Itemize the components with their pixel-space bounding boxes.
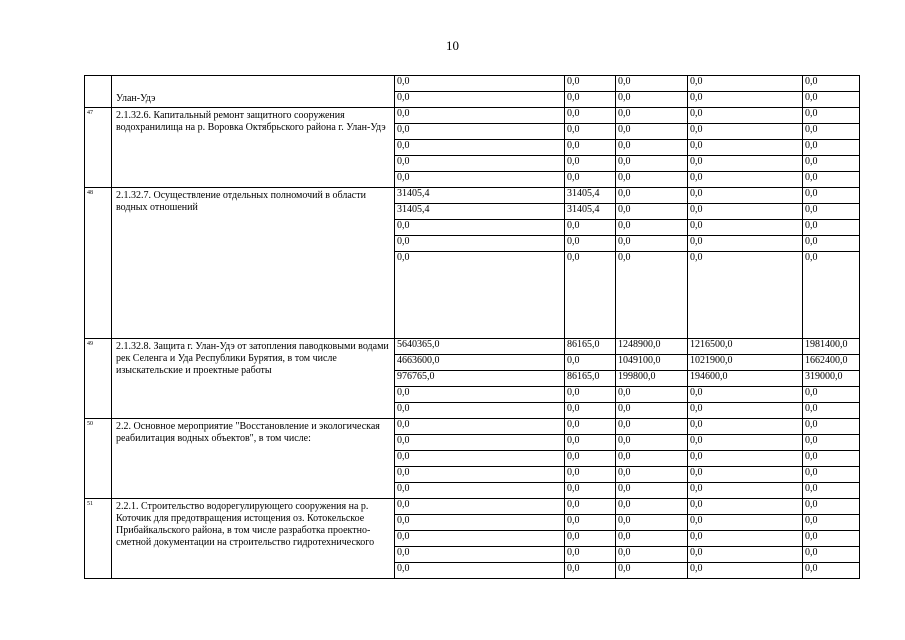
value-cell: 0,0 bbox=[565, 547, 616, 563]
value-cell: 0,0 bbox=[565, 76, 616, 92]
value-cell: 0,0 bbox=[395, 483, 565, 499]
value-cell: 0,0 bbox=[688, 140, 803, 156]
value-cell: 0,0 bbox=[616, 451, 688, 467]
value-cell: 0,0 bbox=[616, 220, 688, 236]
value-cell: 0,0 bbox=[803, 499, 860, 515]
value-cell: 1981400,0 bbox=[803, 339, 860, 355]
value-cell: 0,0 bbox=[616, 483, 688, 499]
value-cell: 0,0 bbox=[803, 172, 860, 188]
budget-table bbox=[84, 75, 860, 579]
value-cell: 0,0 bbox=[803, 563, 860, 579]
value-cell: 0,0 bbox=[616, 515, 688, 531]
value-cell: 1248900,0 bbox=[616, 339, 688, 355]
value-cell: 0,0 bbox=[803, 92, 860, 108]
value-cell: 0,0 bbox=[565, 467, 616, 483]
value-cell: 0,0 bbox=[803, 204, 860, 220]
value-cell: 0,0 bbox=[688, 515, 803, 531]
value-cell: 0,0 bbox=[688, 236, 803, 252]
value-cell: 0,0 bbox=[688, 435, 803, 451]
value-cell: 0,0 bbox=[616, 140, 688, 156]
value-cell: 0,0 bbox=[688, 172, 803, 188]
value-cell: 31405,4 bbox=[395, 188, 565, 204]
row-number-cell: 49 bbox=[85, 339, 112, 419]
value-cell: 0,0 bbox=[565, 531, 616, 547]
value-cell: 0,0 bbox=[803, 188, 860, 204]
value-cell: 0,0 bbox=[688, 467, 803, 483]
table-row bbox=[85, 499, 860, 515]
activity-name-cell: 2.1.32.8. Защита г. Улан-Удэ от затопления паводковыми водами рек Селенга и Уда Республики Бурятия, в том числе изыскательские и проектные работы bbox=[112, 339, 395, 419]
value-cell: 0,0 bbox=[395, 236, 565, 252]
table-row bbox=[85, 76, 860, 92]
value-cell: 0,0 bbox=[565, 419, 616, 435]
table-row bbox=[85, 339, 860, 355]
row-number-cell bbox=[85, 76, 112, 108]
value-cell: 0,0 bbox=[616, 252, 688, 339]
row-number-cell: 47 bbox=[85, 108, 112, 188]
value-cell: 0,0 bbox=[395, 515, 565, 531]
value-cell: 0,0 bbox=[803, 435, 860, 451]
value-cell: 0,0 bbox=[616, 92, 688, 108]
value-cell: 0,0 bbox=[565, 108, 616, 124]
value-cell: 0,0 bbox=[803, 419, 860, 435]
value-cell: 0,0 bbox=[616, 403, 688, 419]
value-cell: 0,0 bbox=[565, 563, 616, 579]
value-cell: 0,0 bbox=[688, 204, 803, 220]
value-cell: 0,0 bbox=[616, 236, 688, 252]
value-cell: 0,0 bbox=[616, 172, 688, 188]
value-cell: 0,0 bbox=[688, 108, 803, 124]
value-cell: 0,0 bbox=[803, 236, 860, 252]
value-cell: 0,0 bbox=[565, 92, 616, 108]
value-cell: 0,0 bbox=[565, 220, 616, 236]
value-cell: 0,0 bbox=[395, 220, 565, 236]
value-cell: 0,0 bbox=[395, 172, 565, 188]
value-cell: 0,0 bbox=[395, 419, 565, 435]
value-cell: 0,0 bbox=[616, 204, 688, 220]
value-cell: 0,0 bbox=[688, 156, 803, 172]
value-cell: 0,0 bbox=[616, 435, 688, 451]
activity-name-cell: Улан-Удэ bbox=[112, 76, 395, 108]
activity-name-cell: 2.2.1. Строительство водорегулирующего сооружения на р. Коточик для предотвращения истощения оз. Котокельское Прибайкальского района, в том числе разработка проектно-сметной документации на строительство гидротехнического bbox=[112, 499, 395, 579]
value-cell: 0,0 bbox=[803, 124, 860, 140]
value-cell: 0,0 bbox=[565, 355, 616, 371]
value-cell: 0,0 bbox=[688, 531, 803, 547]
value-cell: 0,0 bbox=[616, 124, 688, 140]
value-cell: 0,0 bbox=[688, 547, 803, 563]
value-cell: 0,0 bbox=[688, 499, 803, 515]
value-cell: 0,0 bbox=[803, 252, 860, 339]
value-cell: 0,0 bbox=[616, 188, 688, 204]
value-cell: 0,0 bbox=[803, 531, 860, 547]
value-cell: 0,0 bbox=[803, 483, 860, 499]
value-cell: 0,0 bbox=[688, 387, 803, 403]
value-cell: 4663600,0 bbox=[395, 355, 565, 371]
value-cell: 1049100,0 bbox=[616, 355, 688, 371]
value-cell: 0,0 bbox=[565, 499, 616, 515]
value-cell: 0,0 bbox=[395, 499, 565, 515]
value-cell: 0,0 bbox=[616, 108, 688, 124]
value-cell: 0,0 bbox=[565, 236, 616, 252]
value-cell: 0,0 bbox=[616, 156, 688, 172]
value-cell: 199800,0 bbox=[616, 371, 688, 387]
value-cell: 0,0 bbox=[616, 76, 688, 92]
value-cell: 0,0 bbox=[688, 76, 803, 92]
value-cell: 0,0 bbox=[616, 531, 688, 547]
value-cell: 0,0 bbox=[565, 172, 616, 188]
value-cell: 0,0 bbox=[688, 483, 803, 499]
value-cell: 0,0 bbox=[395, 140, 565, 156]
value-cell: 0,0 bbox=[803, 76, 860, 92]
value-cell: 0,0 bbox=[616, 419, 688, 435]
table-row bbox=[85, 108, 860, 124]
value-cell: 0,0 bbox=[688, 403, 803, 419]
value-cell: 0,0 bbox=[565, 124, 616, 140]
value-cell: 0,0 bbox=[616, 467, 688, 483]
row-number-cell: 51 bbox=[85, 499, 112, 579]
value-cell: 0,0 bbox=[395, 467, 565, 483]
value-cell: 0,0 bbox=[688, 451, 803, 467]
value-cell: 319000,0 bbox=[803, 371, 860, 387]
row-number-cell: 48 bbox=[85, 188, 112, 339]
value-cell: 194600,0 bbox=[688, 371, 803, 387]
value-cell: 31405,4 bbox=[565, 204, 616, 220]
value-cell: 0,0 bbox=[688, 563, 803, 579]
value-cell: 976765,0 bbox=[395, 371, 565, 387]
value-cell: 0,0 bbox=[395, 92, 565, 108]
value-cell: 31405,4 bbox=[565, 188, 616, 204]
value-cell: 0,0 bbox=[688, 188, 803, 204]
value-cell: 0,0 bbox=[803, 108, 860, 124]
value-cell: 1021900,0 bbox=[688, 355, 803, 371]
value-cell: 0,0 bbox=[565, 515, 616, 531]
value-cell: 0,0 bbox=[395, 108, 565, 124]
value-cell: 0,0 bbox=[395, 252, 565, 339]
value-cell: 0,0 bbox=[803, 403, 860, 419]
table-row bbox=[85, 419, 860, 435]
value-cell: 86165,0 bbox=[565, 371, 616, 387]
value-cell: 0,0 bbox=[395, 547, 565, 563]
value-cell: 0,0 bbox=[616, 387, 688, 403]
value-cell: 0,0 bbox=[803, 547, 860, 563]
value-cell: 86165,0 bbox=[565, 339, 616, 355]
value-cell: 0,0 bbox=[565, 156, 616, 172]
activity-name-cell: 2.2. Основное мероприятие "Восстановление и экологическая реабилитация водных объектов", в том числе: bbox=[112, 419, 395, 499]
activity-name-cell: 2.1.32.6. Капитальный ремонт защитного сооружения водохранилища на р. Воровка Октябрьского района г. Улан-Удэ bbox=[112, 108, 395, 188]
value-cell: 0,0 bbox=[803, 451, 860, 467]
value-cell: 0,0 bbox=[395, 531, 565, 547]
value-cell: 0,0 bbox=[803, 515, 860, 531]
value-cell: 0,0 bbox=[395, 387, 565, 403]
value-cell: 0,0 bbox=[688, 92, 803, 108]
value-cell: 0,0 bbox=[395, 403, 565, 419]
value-cell: 0,0 bbox=[565, 451, 616, 467]
value-cell: 5640365,0 bbox=[395, 339, 565, 355]
value-cell: 0,0 bbox=[565, 387, 616, 403]
value-cell: 0,0 bbox=[616, 547, 688, 563]
value-cell: 0,0 bbox=[395, 435, 565, 451]
value-cell: 0,0 bbox=[803, 467, 860, 483]
value-cell: 0,0 bbox=[803, 387, 860, 403]
value-cell: 0,0 bbox=[395, 76, 565, 92]
value-cell: 0,0 bbox=[688, 220, 803, 236]
value-cell: 0,0 bbox=[688, 252, 803, 339]
value-cell: 0,0 bbox=[565, 483, 616, 499]
row-number-cell: 50 bbox=[85, 419, 112, 499]
value-cell: 0,0 bbox=[565, 140, 616, 156]
value-cell: 0,0 bbox=[688, 419, 803, 435]
value-cell: 0,0 bbox=[395, 451, 565, 467]
value-cell: 0,0 bbox=[395, 563, 565, 579]
value-cell: 0,0 bbox=[616, 499, 688, 515]
value-cell: 0,0 bbox=[803, 140, 860, 156]
budget-table-body bbox=[85, 76, 860, 579]
value-cell: 0,0 bbox=[565, 435, 616, 451]
table-row bbox=[85, 188, 860, 204]
value-cell: 0,0 bbox=[803, 156, 860, 172]
value-cell: 31405,4 bbox=[395, 204, 565, 220]
value-cell: 0,0 bbox=[395, 124, 565, 140]
value-cell: 0,0 bbox=[688, 124, 803, 140]
value-cell: 0,0 bbox=[395, 156, 565, 172]
activity-name-cell: 2.1.32.7. Осуществление отдельных полномочий в области водных отношений bbox=[112, 188, 395, 339]
value-cell: 1216500,0 bbox=[688, 339, 803, 355]
value-cell: 0,0 bbox=[616, 563, 688, 579]
value-cell: 0,0 bbox=[803, 220, 860, 236]
value-cell: 0,0 bbox=[565, 403, 616, 419]
page-number: 10 bbox=[446, 38, 459, 53]
value-cell: 0,0 bbox=[565, 252, 616, 339]
value-cell: 1662400,0 bbox=[803, 355, 860, 371]
